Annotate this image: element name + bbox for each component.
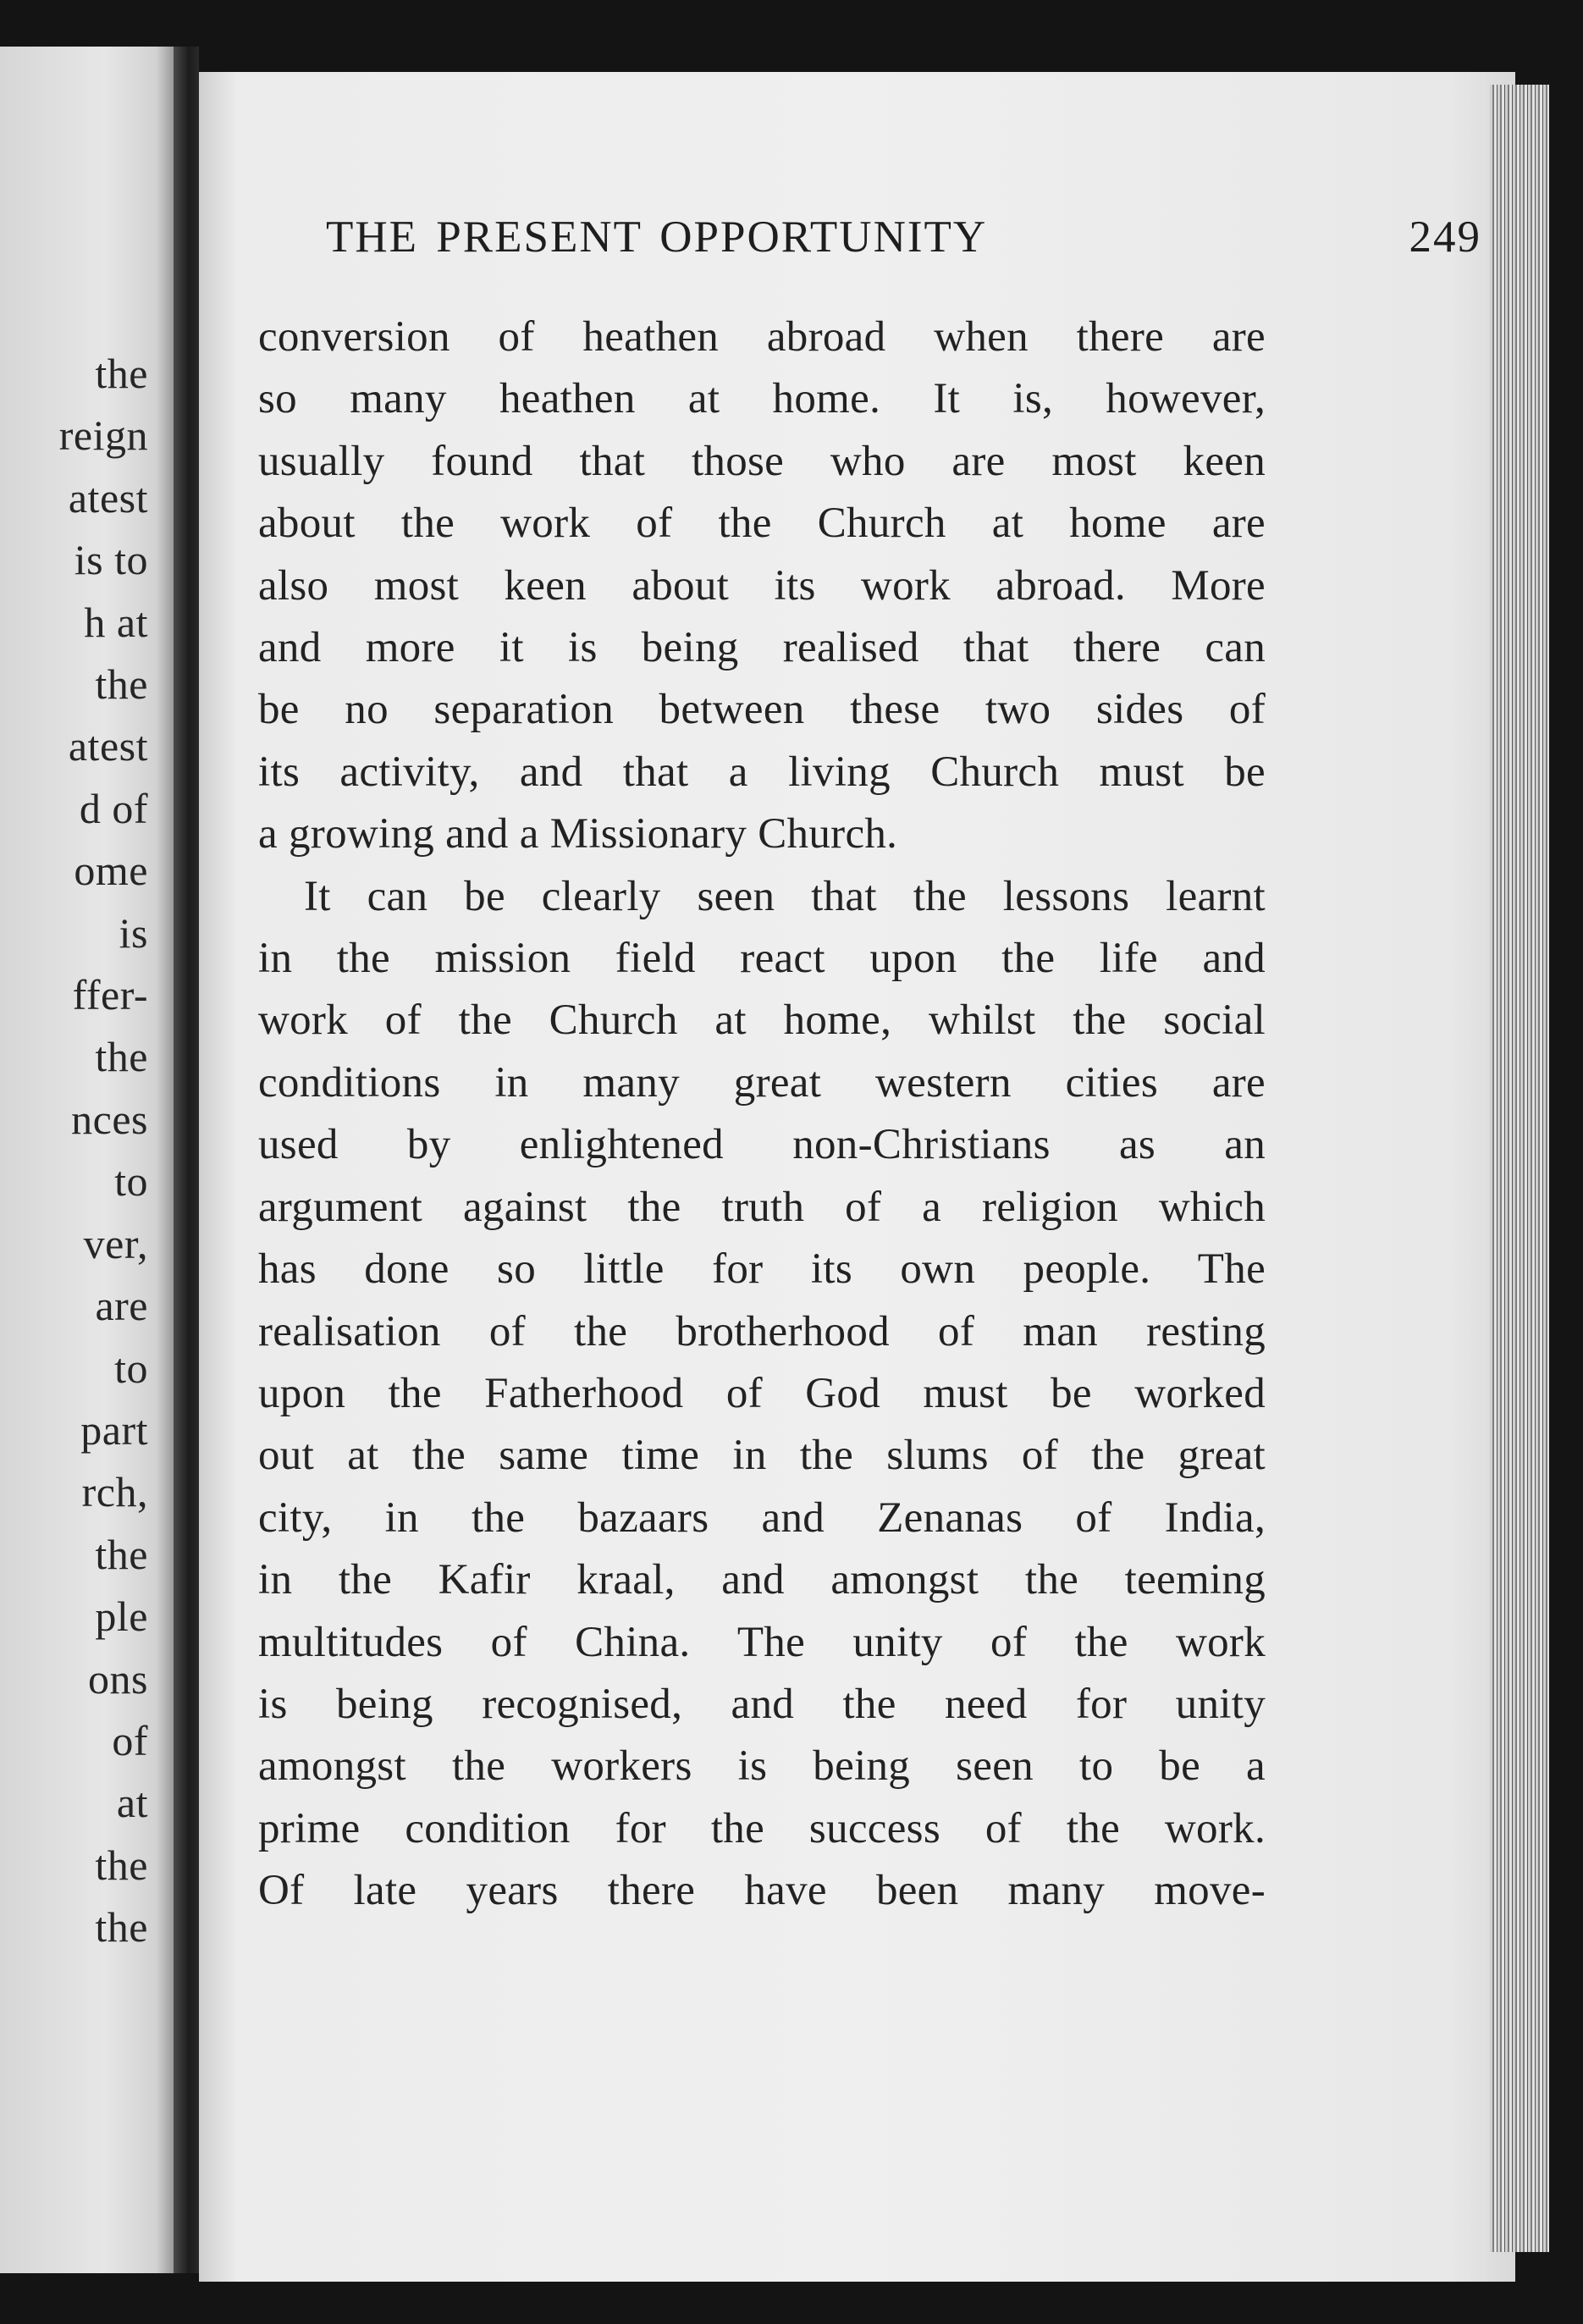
line-fragment: ons	[88, 1654, 148, 1703]
text-line: conversion of heathen abroad when there are	[258, 313, 1266, 361]
text-line: Of late years there have been many move-	[258, 1867, 1266, 1915]
line-fragment: is	[119, 908, 148, 957]
previous-page-text	[59, 343, 148, 1959]
text-line: so many heathen at home. It is, however,	[258, 375, 1266, 423]
text-line: in the mission field react upon the life and	[258, 935, 1266, 983]
line-fragment: atest	[68, 473, 148, 522]
line-fragment: ffer-	[72, 971, 148, 1019]
line-fragment: rch,	[81, 1468, 148, 1516]
page-number: 249	[1409, 213, 1481, 262]
line-fragment: to	[114, 1344, 148, 1392]
text-line: its activity, and that a living Church must be	[258, 748, 1266, 796]
text-line: conditions in many great western cities are	[258, 1058, 1266, 1107]
text-line: in the Kafir kraal, and amongst the teeming	[258, 1556, 1266, 1604]
line-fragment: the	[95, 1903, 148, 1951]
text-line: amongst the workers is being seen to be a	[258, 1742, 1266, 1791]
running-title: THE PRESENT OPPORTUNITY	[326, 213, 988, 262]
text-line: about the work of the Church at home are	[258, 500, 1266, 548]
running-header	[326, 212, 1481, 262]
body-text	[258, 306, 1266, 1923]
text-line: prime condition for the success of the work.	[258, 1804, 1266, 1852]
text-line: also most keen about its work abroad. More	[258, 561, 1266, 610]
text-line: realisation of the brotherhood of man resting	[258, 1307, 1266, 1355]
text-line: argument against the truth of a religion which	[258, 1183, 1266, 1231]
line-fragment: the	[95, 660, 148, 709]
text-line: out at the same time in the slums of the great	[258, 1432, 1266, 1480]
line-fragment: at	[116, 1779, 148, 1827]
book-page	[199, 72, 1515, 2282]
line-fragment: h at	[84, 598, 148, 646]
line-fragment: are	[95, 1282, 148, 1330]
text-line: city, in the bazaars and Zenanas of India,	[258, 1493, 1266, 1542]
text-line: is being recognised, and the need for unity	[258, 1680, 1266, 1728]
text-line: multitudes of China. The unity of the work	[258, 1618, 1266, 1666]
line-fragment: of	[112, 1716, 148, 1764]
text-line: It can be clearly seen that the lessons learnt	[304, 872, 1266, 920]
line-fragment: the	[95, 1033, 148, 1081]
text-line: used by enlightened non-Christians as an	[258, 1121, 1266, 1169]
line-fragment: the	[95, 350, 148, 397]
text-line: and more it is being realised that there can	[258, 624, 1266, 672]
line-fragment: the	[95, 1530, 148, 1578]
line-fragment: ple	[95, 1593, 148, 1641]
text-line: work of the Church at home, whilst the social	[258, 996, 1266, 1045]
line-fragment: the	[95, 1841, 148, 1889]
text-line: usually found that those who are most keen	[258, 437, 1266, 485]
line-fragment: atest	[68, 722, 148, 770]
page-edges	[1490, 85, 1549, 2252]
previous-page	[0, 47, 174, 2273]
book-gutter	[174, 47, 199, 2273]
text-line: has done so little for its own people. The	[258, 1245, 1266, 1294]
text-line: be no separation between these two sides of	[258, 686, 1266, 734]
line-fragment: to	[114, 1157, 148, 1206]
line-fragment: reign	[58, 411, 148, 460]
text-line: a growing and a Missionary Church.	[258, 810, 898, 858]
line-fragment: ome	[74, 847, 148, 895]
line-fragment: ver,	[83, 1219, 148, 1267]
line-fragment: part	[80, 1405, 148, 1454]
line-fragment: nces	[71, 1095, 148, 1143]
line-fragment: d of	[79, 784, 148, 832]
text-line: upon the Fatherhood of God must be worked	[258, 1369, 1266, 1417]
line-fragment: is to	[74, 536, 148, 584]
